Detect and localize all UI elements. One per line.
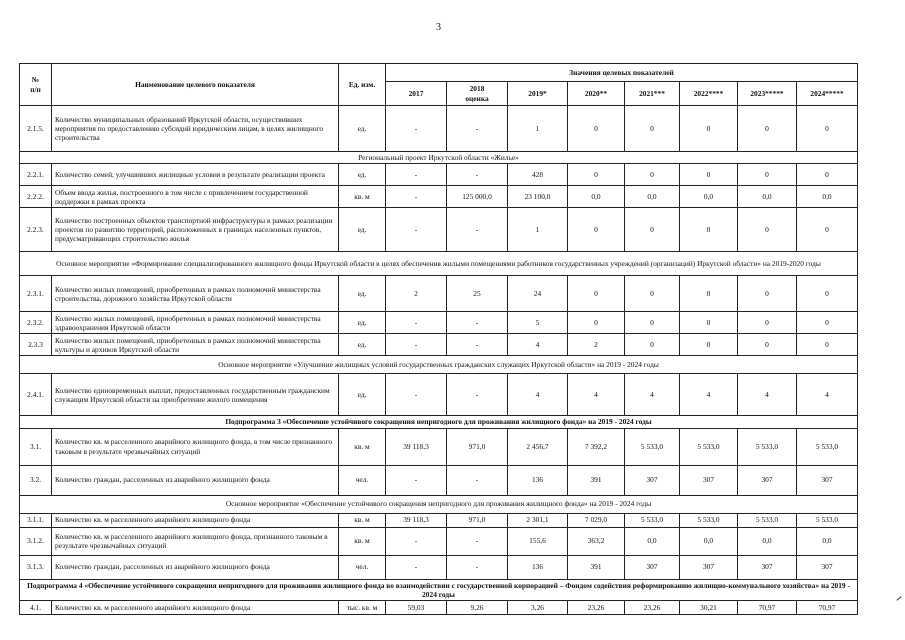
value-cell: 0 — [680, 334, 738, 356]
value-cell: 0 — [625, 164, 680, 186]
value-cell: 125 000,0 — [447, 186, 508, 208]
unit-cell: ед. — [339, 276, 386, 312]
value-cell: 0 — [568, 164, 625, 186]
section-title: Основное мероприятие «Обеспечение устойчивого сокращения непригодного для проживания жилищного фонда» на 2019 - 2024 годы — [20, 495, 858, 513]
value-cell: 4 — [738, 374, 797, 416]
value-cell: 363,2 — [568, 527, 625, 555]
value-cell: 4 — [625, 374, 680, 416]
header-year: 2024***** — [797, 82, 858, 106]
value-cell: 30,21 — [680, 601, 738, 615]
row-number: 2.2.1. — [20, 164, 52, 186]
table-row — [20, 208, 858, 252]
value-cell: - — [447, 106, 508, 152]
value-cell: 39 118,3 — [386, 513, 447, 527]
table-row — [20, 106, 858, 152]
value-cell: - — [447, 164, 508, 186]
value-cell: 0,0 — [797, 186, 858, 208]
scan-mark — [896, 596, 901, 601]
section-row — [20, 356, 858, 374]
value-cell: 70,97 — [797, 601, 858, 615]
unit-cell: кв. м — [339, 527, 386, 555]
value-cell: - — [447, 465, 508, 495]
value-cell: 307 — [797, 465, 858, 495]
section-title: Основное мероприятие «Улучшение жилищных условий государственных гражданских служащих Иркутской области» на 2019 - 2024 годы — [20, 356, 858, 374]
value-cell: 39 118,3 — [386, 428, 447, 465]
section-row — [20, 252, 858, 276]
table-row — [20, 601, 858, 615]
subprogram-title: Подпрограмма 3 «Обеспечение устойчивого сокращения непригодного для проживания жилищного фонда» на 2019 - 2024 годы — [20, 416, 858, 428]
table-row — [20, 312, 858, 334]
value-cell: - — [447, 334, 508, 356]
header-year: 2020** — [568, 82, 625, 106]
value-cell: - — [386, 106, 447, 152]
value-cell: 307 — [625, 465, 680, 495]
value-cell: 0 — [797, 208, 858, 252]
value-cell: - — [447, 312, 508, 334]
indicator-name: Количество кв. м расселенного аварийного жилищного фонда — [52, 513, 339, 527]
value-cell: 0,0 — [625, 186, 680, 208]
value-cell: 0 — [680, 106, 738, 152]
indicator-name: Количество кв. м расселенного аварийного жилищного фонда, в том числе признанного таковым в результате чрезвычайных ситуаций — [52, 428, 339, 465]
unit-cell: чел. — [339, 555, 386, 579]
value-cell: - — [386, 164, 447, 186]
value-cell: 971,0 — [447, 428, 508, 465]
value-cell: 391 — [568, 465, 625, 495]
indicator-name: Количество граждан, расселенных из аварийного жилищного фонда — [52, 465, 339, 495]
value-cell: 0 — [680, 164, 738, 186]
unit-cell: кв. м — [339, 428, 386, 465]
header-unit: Ед. изм. — [339, 64, 386, 106]
table-row — [20, 527, 858, 555]
value-cell: 0 — [625, 106, 680, 152]
value-cell: - — [386, 374, 447, 416]
unit-cell: ед. — [339, 374, 386, 416]
unit-cell: чел. — [339, 465, 386, 495]
header-values-group: Значения целевых показателей — [386, 64, 858, 82]
row-number: 3.1.2. — [20, 527, 52, 555]
header-year: 2017 — [386, 82, 447, 106]
value-cell: 0 — [568, 276, 625, 312]
value-cell: 136 — [508, 555, 568, 579]
table-row — [20, 186, 858, 208]
table-row — [20, 334, 858, 356]
section-title: Региональный проект Иркутской области «Жилье» — [20, 152, 858, 164]
table-row — [20, 555, 858, 579]
value-cell: - — [386, 334, 447, 356]
value-cell: 0 — [625, 312, 680, 334]
header-year: 2021*** — [625, 82, 680, 106]
value-cell: 155,6 — [508, 527, 568, 555]
table-row — [20, 374, 858, 416]
header-year: 2022**** — [680, 82, 738, 106]
value-cell: 5 533,0 — [680, 428, 738, 465]
value-cell: 4 — [680, 374, 738, 416]
row-number: 2.2.3. — [20, 208, 52, 252]
subprogram-row — [20, 579, 858, 601]
value-cell: 5 533,0 — [797, 428, 858, 465]
table-row — [20, 513, 858, 527]
section-row — [20, 495, 858, 513]
value-cell: 307 — [680, 465, 738, 495]
unit-cell: ед. — [339, 334, 386, 356]
value-cell: 70,97 — [738, 601, 797, 615]
indicator-name: Количество жилых помещений, приобретенных в рамках полномочий министерства культуры и архивов Иркутской области — [52, 334, 339, 356]
value-cell: 23,26 — [568, 601, 625, 615]
value-cell: - — [386, 312, 447, 334]
value-cell: 0 — [738, 276, 797, 312]
value-cell: - — [386, 527, 447, 555]
section-title: Основное мероприятие «Формирование специализированного жилищного фонда Иркутской области в целях обеспечения жилыми помещениями работников государственных учреждений (организаций) Иркутской области» на 2019-2020 годы — [20, 252, 858, 276]
row-number: 4.1. — [20, 601, 52, 615]
value-cell: 1 — [508, 106, 568, 152]
value-cell: 23 100,0 — [508, 186, 568, 208]
indicator-name: Объем ввода жилья, построенного в том числе с привлечением государственной поддержки в рамках проекта — [52, 186, 339, 208]
value-cell: - — [447, 208, 508, 252]
value-cell: 0 — [738, 312, 797, 334]
value-cell: 5 533,0 — [625, 513, 680, 527]
table-row — [20, 465, 858, 495]
value-cell: 7 392,2 — [568, 428, 625, 465]
value-cell: 7 029,0 — [568, 513, 625, 527]
row-number: 3.1. — [20, 428, 52, 465]
subprogram-title: Подпрограмма 4 «Обеспечение устойчивого сокращения непригодного для проживания жилищного фонда во взаимодействии с государственной корпорацией – Фондом содействия реформированию жилищно-коммунального хозяйства» на 2019 - 2024 годы — [20, 579, 858, 601]
value-cell: 971,0 — [447, 513, 508, 527]
value-cell: 0 — [738, 106, 797, 152]
page-number: 3 — [436, 22, 441, 33]
row-number: 2.3.2. — [20, 312, 52, 334]
value-cell: 0,0 — [625, 527, 680, 555]
value-cell: 4 — [568, 374, 625, 416]
value-cell: 0 — [568, 312, 625, 334]
value-cell: - — [447, 374, 508, 416]
subprogram-row — [20, 416, 858, 428]
value-cell: 136 — [508, 465, 568, 495]
header-year: 2023***** — [738, 82, 797, 106]
value-cell: 0 — [797, 164, 858, 186]
value-cell: 0 — [797, 312, 858, 334]
row-number: 2.2.2. — [20, 186, 52, 208]
indicator-name: Количество кв. м расселенного аварийного жилищного фонда, признанного таковым в результате чрезвычайных ситуаций — [52, 527, 339, 555]
value-cell: 0 — [797, 334, 858, 356]
header-num: № п/п — [20, 64, 52, 106]
indicator-name: Количество кв. м расселенного аварийного жилищного фонда — [52, 601, 339, 615]
value-cell: 0 — [568, 208, 625, 252]
indicator-name: Количество семей, улучшивших жилищные условия в результате реализации проекта — [52, 164, 339, 186]
unit-cell: ед. — [339, 106, 386, 152]
value-cell: - — [386, 465, 447, 495]
row-number: 2.4.1. — [20, 374, 52, 416]
unit-cell: ед. — [339, 208, 386, 252]
header-name: Наименование целевого показателя — [52, 64, 339, 106]
value-cell: 5 533,0 — [738, 428, 797, 465]
value-cell: 5 533,0 — [738, 513, 797, 527]
indicator-name: Количество построенных объектов транспортной инфраструктуры в рамках реализации проектов по развитию территорий, расположенных в границах населенных пунктов, предусматривающих строительство жилья — [52, 208, 339, 252]
value-cell: - — [447, 555, 508, 579]
value-cell: 0,0 — [738, 527, 797, 555]
row-number: 3.1.1. — [20, 513, 52, 527]
indicator-name: Количество жилых помещений, приобретенных в рамках полномочий министерства здравоохранения Иркутской области — [52, 312, 339, 334]
unit-cell: тыс. кв. м — [339, 601, 386, 615]
value-cell: 5 533,0 — [797, 513, 858, 527]
target-indicators-table — [19, 63, 858, 615]
value-cell: 391 — [568, 555, 625, 579]
value-cell: 0 — [738, 334, 797, 356]
value-cell: 5 533,0 — [625, 428, 680, 465]
value-cell: - — [447, 527, 508, 555]
value-cell: 0 — [625, 276, 680, 312]
value-cell: 0 — [680, 312, 738, 334]
table-row — [20, 164, 858, 186]
row-number: 2.3.1. — [20, 276, 52, 312]
value-cell: 4 — [797, 374, 858, 416]
row-number: 3.2. — [20, 465, 52, 495]
indicator-name: Количество муниципальных образований Иркутской области, осуществивших мероприятия по предоставлению субсидий юридическим лицам, в целях жилищного строительства — [52, 106, 339, 152]
value-cell: 3,26 — [508, 601, 568, 615]
row-number: 2.1.5. — [20, 106, 52, 152]
indicator-name: Количество единовременных выплат, предоставленных государственным гражданским служащим Иркутской области на приобретение жилого помещения — [52, 374, 339, 416]
value-cell: 307 — [738, 555, 797, 579]
value-cell: 307 — [797, 555, 858, 579]
unit-cell: ед. — [339, 312, 386, 334]
value-cell: 5 533,0 — [680, 513, 738, 527]
value-cell: 307 — [738, 465, 797, 495]
header-year: 2019* — [508, 82, 568, 106]
value-cell: 2 — [568, 334, 625, 356]
value-cell: 59,03 — [386, 601, 447, 615]
value-cell: 0 — [797, 276, 858, 312]
unit-cell: кв. м — [339, 513, 386, 527]
value-cell: 2 — [386, 276, 447, 312]
value-cell: 428 — [508, 164, 568, 186]
unit-cell: ед. — [339, 164, 386, 186]
value-cell: 307 — [625, 555, 680, 579]
value-cell: 0 — [568, 106, 625, 152]
indicator-name: Количество граждан, расселенных из аварийного жилищного фонда — [52, 555, 339, 579]
table-row — [20, 276, 858, 312]
value-cell: 0,0 — [797, 527, 858, 555]
value-cell: 0 — [625, 208, 680, 252]
value-cell: 4 — [508, 334, 568, 356]
value-cell: 2 301,1 — [508, 513, 568, 527]
row-number: 2.3.3 — [20, 334, 52, 356]
value-cell: 1 — [508, 208, 568, 252]
value-cell: 0 — [738, 208, 797, 252]
value-cell: 23,26 — [625, 601, 680, 615]
value-cell: - — [386, 208, 447, 252]
section-row — [20, 152, 858, 164]
unit-cell: кв. м — [339, 186, 386, 208]
row-number: 3.1.3. — [20, 555, 52, 579]
value-cell: 25 — [447, 276, 508, 312]
value-cell: 307 — [680, 555, 738, 579]
value-cell: 0 — [680, 208, 738, 252]
value-cell: 0 — [680, 276, 738, 312]
value-cell: 0,0 — [680, 527, 738, 555]
value-cell: 2 456,7 — [508, 428, 568, 465]
value-cell: 4 — [508, 374, 568, 416]
value-cell: 9,26 — [447, 601, 508, 615]
value-cell: 0,0 — [568, 186, 625, 208]
value-cell: 0 — [797, 106, 858, 152]
header-year: 2018 оценка — [447, 82, 508, 106]
value-cell: 0 — [625, 334, 680, 356]
indicator-name: Количество жилых помещений, приобретенных в рамках полномочий министерства строительства, дорожного хозяйства Иркутской области — [52, 276, 339, 312]
value-cell: - — [386, 186, 447, 208]
value-cell: - — [386, 555, 447, 579]
value-cell: 0 — [738, 164, 797, 186]
value-cell: 24 — [508, 276, 568, 312]
value-cell: 0,0 — [680, 186, 738, 208]
value-cell: 5 — [508, 312, 568, 334]
table-row — [20, 428, 858, 465]
value-cell: 0,0 — [738, 186, 797, 208]
